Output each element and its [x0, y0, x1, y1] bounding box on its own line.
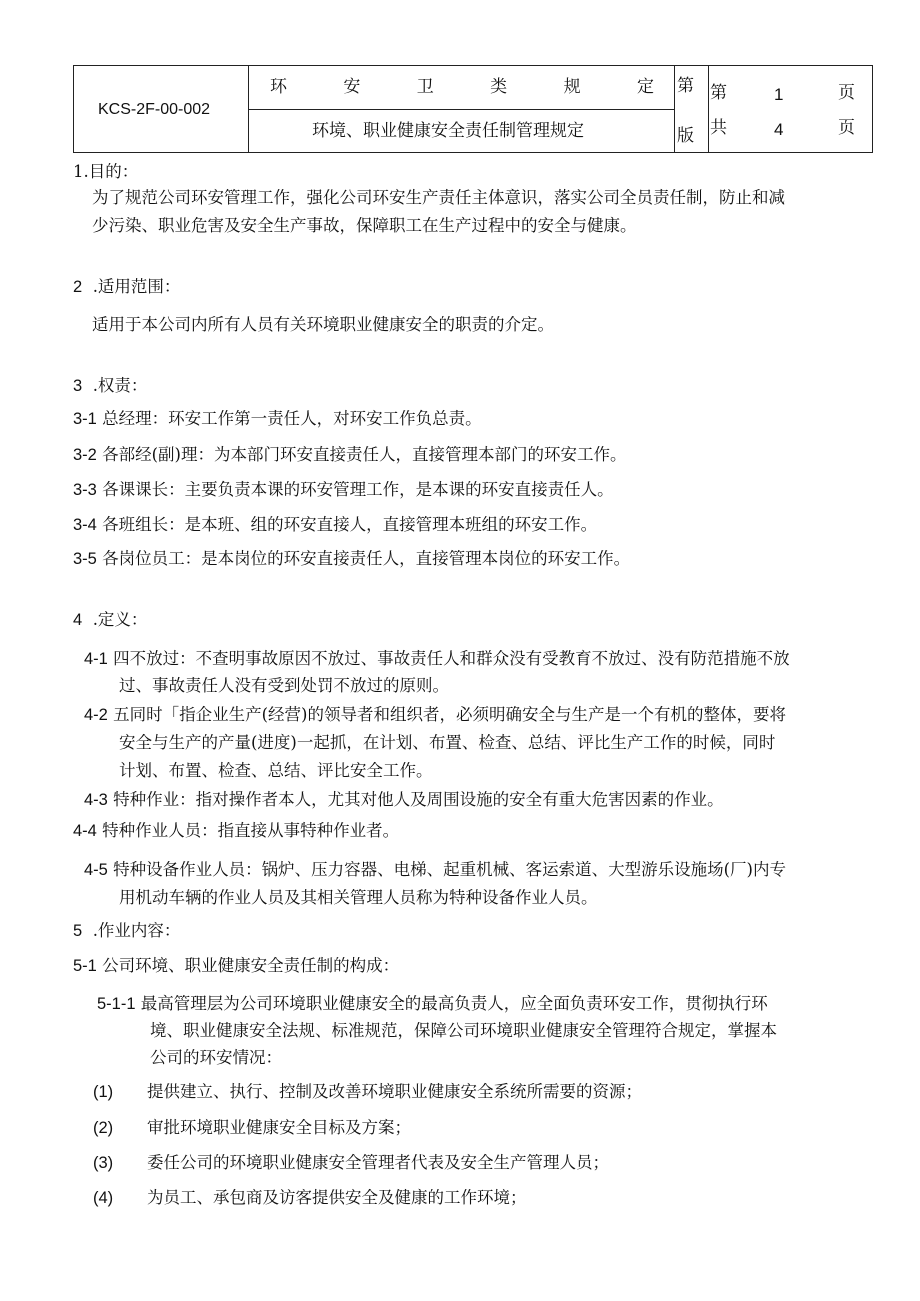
table-divider [708, 66, 709, 152]
page-unit: 页 [838, 83, 855, 103]
document-category: 环 安 卫 类 规 定 [270, 77, 654, 97]
paragraph-line: 计划、布置、检查、总结、评比安全工作。 [119, 761, 433, 780]
page-label: 第 [710, 83, 727, 103]
paragraph-line: 安全与生产的产量(进度)一起抓，在计划、布置、检查、总结、评比生产工作的时候，同时 [119, 733, 776, 752]
list-item: 3-2 各部经(副)理：为本部门环安直接责任人，直接管理本部门的环安工作。 [73, 445, 627, 464]
total-pages: 4 [774, 120, 784, 139]
paragraph-line: 境、职业健康安全法规、标准规范，保障公司环境职业健康安全管理符合规定，掌握本 [150, 1021, 777, 1040]
total-unit: 页 [838, 118, 855, 138]
list-item: 3-1 总经理：环安工作第一责任人，对环安工作负总责。 [73, 409, 482, 428]
document-title: 环境、职业健康安全责任制管理规定 [312, 121, 584, 141]
edition-label-bottom: 版 [677, 126, 694, 146]
section-5-heading: 5 .作业内容： [73, 921, 181, 940]
section-4-heading: 4 .定义： [73, 610, 148, 629]
subsection-item: 5-1-1 最高管理层为公司环境职业健康安全的最高负责人，应全面负责环安工作，贯彻执行环 [97, 994, 768, 1013]
paragraph-line: 适用于本公司内所有人员有关环境职业健康安全的职责的介定。 [92, 315, 554, 334]
section-2-heading: 2 .适用范围： [73, 277, 181, 296]
definition-item: 4-5 特种设备作业人员：锅炉、压力容器、电梯、起重机械、客运索道、大型游乐设施场(厂)内专 [84, 860, 786, 879]
paragraph-line: 公司的环安情况： [150, 1048, 282, 1067]
list-item: 3-5 各岗位员工：是本岗位的环安直接责任人，直接管理本岗位的环安工作。 [73, 549, 631, 568]
definition-item: 4-4 特种作业人员：指直接从事特种作业者。 [73, 821, 400, 840]
paragraph-line: 过、事故责任人没有受到处罚不放过的原则。 [119, 676, 449, 695]
section-3-heading: 3 .权责： [73, 376, 148, 395]
definition-item: 4-2 五同时「指企业生产(经营)的领导者和组织者，必须明确安全与生产是一个有机的整体，要将 [84, 705, 786, 724]
numbered-list-item: (3) 委任公司的环境职业健康安全管理者代表及安全生产管理人员； [93, 1153, 609, 1172]
definition-item: 4-3 特种作业：指对操作者本人，尤其对他人及周围设施的安全有重大危害因素的作业。 [84, 790, 724, 809]
list-item: 3-3 各课课长：主要负责本课的环安管理工作，是本课的环安直接责任人。 [73, 480, 614, 499]
table-divider [248, 109, 674, 110]
paragraph-line: 用机动车辆的作业人员及其相关管理人员称为特种设备作业人员。 [119, 888, 598, 907]
document-header-table [73, 65, 873, 153]
subsection-heading: 5-1 公司环境、职业健康安全责任制的构成： [73, 956, 400, 975]
section-1-heading: 1.目的： [73, 162, 139, 181]
document-code: KCS-2F-00-002 [98, 101, 211, 118]
list-item: 3-4 各班组长：是本班、组的环安直接人，直接管理本班组的环安工作。 [73, 515, 598, 534]
table-divider [674, 66, 675, 152]
definition-item: 4-1 四不放过：不查明事故原因不放过、事故责任人和群众没有受教育不放过、没有防范措施不放 [84, 649, 790, 668]
numbered-list-item: (1) 提供建立、执行、控制及改善环境职业健康安全系统所需要的资源； [93, 1082, 642, 1101]
numbered-list-item: (4) 为员工、承包商及访客提供安全及健康的工作环境； [93, 1188, 527, 1207]
edition-label-top: 第 [677, 76, 694, 96]
paragraph-line: 为了规范公司环安管理工作，强化公司环安生产责任主体意识，落实公司全员责任制，防止和减 [92, 188, 785, 207]
page-number: 1 [774, 85, 784, 104]
total-label: 共 [710, 118, 727, 138]
paragraph-line: 少污染、职业危害及安全生产事故，保障职工在生产过程中的安全与健康。 [92, 216, 637, 235]
numbered-list-item: (2) 审批环境职业健康安全目标及方案； [93, 1118, 411, 1137]
